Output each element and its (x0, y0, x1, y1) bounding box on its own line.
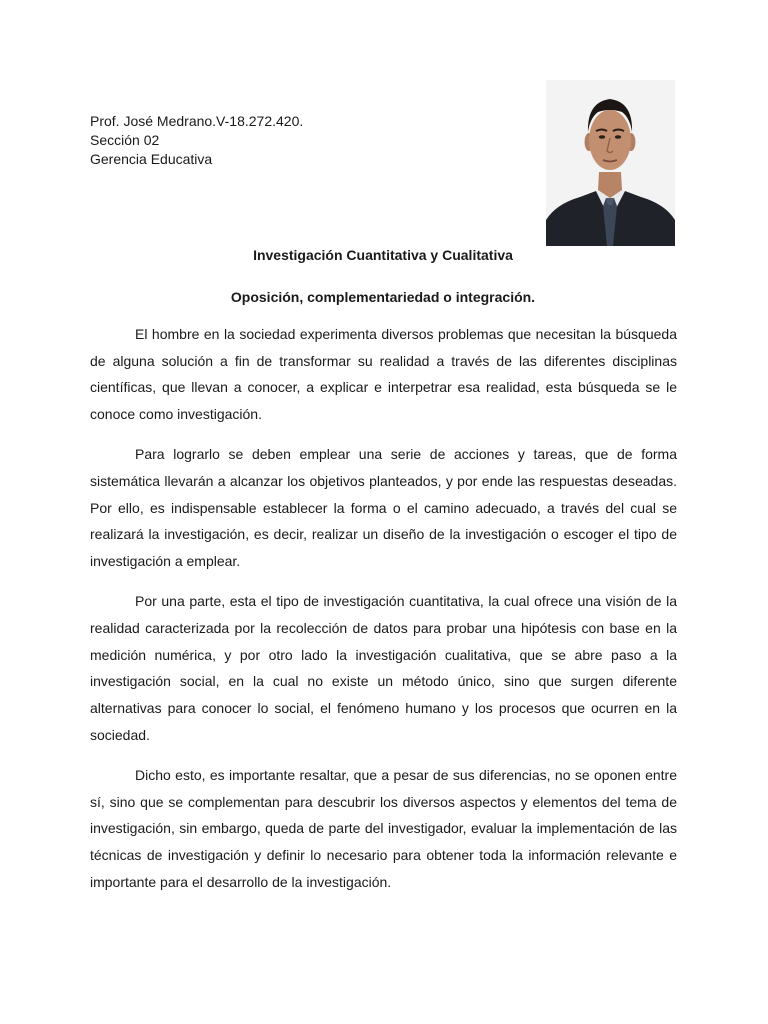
section-line: Sección 02 (90, 132, 160, 148)
paragraph: Dicho esto, es importante resaltar, que a pesar de sus diferencias, no se oponen entre sí, sino que se complementan para descubrir los diversos aspectos y elementos del tema de investigación, sin embargo, queda de parte del investigador, evaluar la implementación de las técnicas de investigación y definir lo necesario para obtener toda la información relevante e importante para el desarrollo de la investigación. (90, 767, 677, 890)
subject-line: Gerencia Educativa (90, 151, 213, 167)
paragraph: Para lograrlo se deben emplear una serie de acciones y tareas, que de forma sistemática llevarán a alcanzar los objetivos planteados, y por ende las respuestas deseadas. Por ello, es indispensable establecer la forma o el camino adecuado, a través del cual se realizará la investigación, es decir, realizar un diseño de la investigación o escoger el tipo de investigación a emplear. (90, 446, 677, 570)
document-title: Investigación Cuantitativa y Cualitativa (253, 247, 513, 263)
paragraph: Por una parte, esta el tipo de investigación cuantitativa, la cual ofrece una visión de la realidad caracterizada por la recolección de datos para probar una hipótesis con base en la medición numérica, y por otro lado la investigación cualitativa, que se abre paso a la investigación social, en la cual no existe un método único, sino que surgen diferente alternativas para conocer lo social, el fenómeno humano y los procesos que ocurren en la sociedad. (90, 593, 677, 743)
document-subtitle: Oposición, complementariedad o integración. (230, 289, 536, 305)
portrait-photo (546, 80, 675, 246)
document-body (90, 321, 677, 909)
portrait-icon (546, 80, 675, 246)
author-header (90, 112, 303, 169)
paragraph: El hombre en la sociedad experimenta diversos problemas que necesitan la búsqueda de alguna solución a fin de transformar su realidad a través de las diferentes disciplinas científicas, que llevan a conocer, a explicar e interpetrar esa realidad, esta búsqueda se le conoce como investigación. (90, 326, 677, 423)
author-name-line: Prof. José Medrano.V-18.272.420. (90, 113, 304, 129)
